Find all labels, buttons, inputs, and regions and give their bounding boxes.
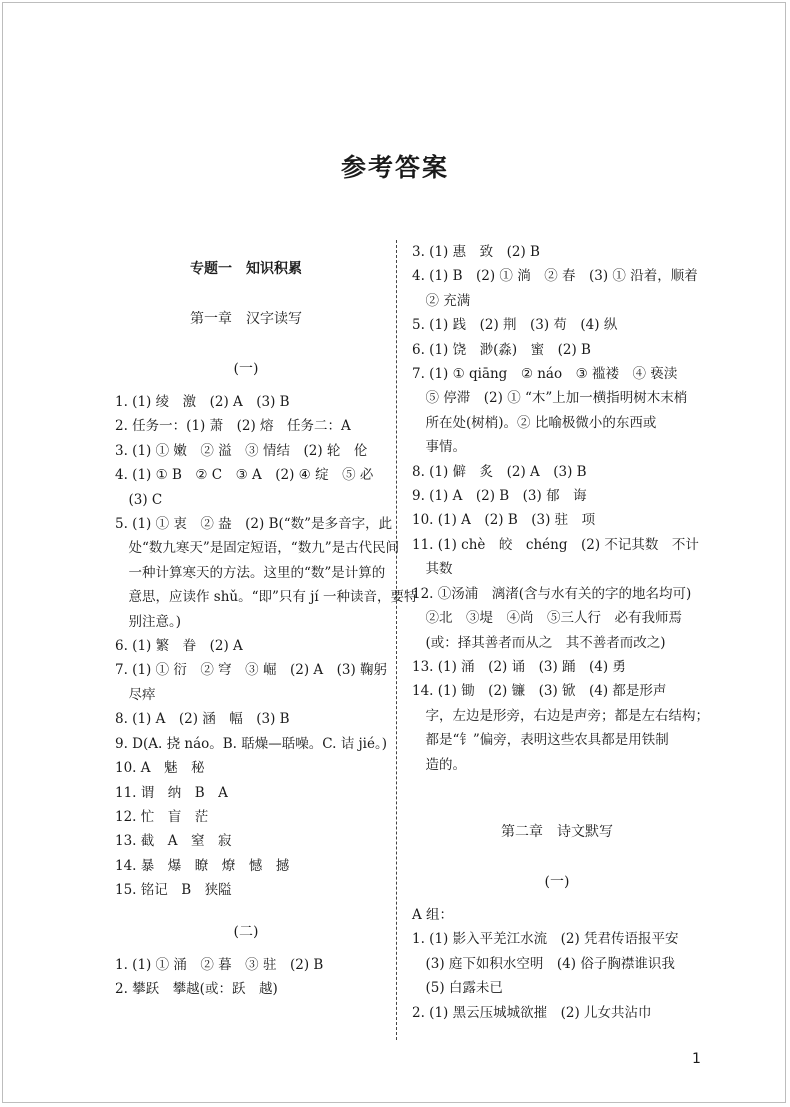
answer-list: [115, 953, 377, 1002]
answer-list: [412, 240, 709, 777]
section-heading: (一): [544, 873, 570, 890]
answer-line: 意思，应读作 shǔ。“即”只有 jí 一种读音，要特: [115, 589, 418, 606]
page-title: 参考答案: [340, 153, 449, 182]
topic-heading: 专题一 知识积累: [190, 261, 302, 277]
answer-line: 12. ①汤浦 漓渚(含与水有关的字的地名均可): [412, 585, 692, 602]
answer-line: 8. (1) 僻 炙 (2) A (3) B: [412, 463, 587, 480]
answer-line: 5. (1) ① 衷 ② 盎 (2) B(“数”是多音字，此: [115, 516, 393, 533]
answer-line: ⑤ 停滞 (2) ① “木”上加一横指明树木末梢: [412, 390, 688, 407]
answer-line: 所在处(树梢)。② 比喻极微小的东西或: [412, 414, 657, 431]
answer-line: 1. (1) ① 涌 ② 暮 ③ 驻 (2) B: [115, 956, 324, 973]
answer-line: 1. (1) 影入平羌江水流 (2) 凭君传语报平安: [412, 931, 679, 948]
answer-line: 10. (1) A (2) B (3) 驻 项: [412, 512, 596, 529]
answer-line: 8. (1) A (2) 涵 幅 (3) B: [115, 711, 290, 728]
answer-line: 11. 谓 纳 B A: [115, 784, 228, 801]
answer-line: (5) 白露未已: [412, 980, 503, 997]
answer-line: 一种计算寒天的方法。这里的“数”是计算的: [115, 564, 386, 581]
answer-line: 14. (1) 锄 (2) 镰 (3) 锨 (4) 都是形声: [412, 683, 667, 700]
answer-line: 10. A 魅 秘: [115, 760, 205, 777]
answer-line: 13. 截 A 窒 寂: [115, 833, 232, 850]
answer-line: 2. 攀跃 攀越(或：跃 越): [115, 980, 278, 997]
answer-line: 处“数九寒天”是固定短语，“数九”是古代民间: [115, 540, 400, 557]
answer-line: 事情。: [412, 439, 466, 456]
answer-line: 尽瘁: [115, 686, 156, 703]
answer-line: 2. 任务一：(1) 萧 (2) 熔 任务二：A: [115, 418, 351, 435]
answer-line: (或：择其善者而从之 其不善者而改之): [412, 634, 666, 651]
answer-line: 6. (1) 饶 渺(淼) 蜜 (2) B: [412, 341, 591, 358]
answer-line: 6. (1) 繁 眷 (2) A: [115, 638, 243, 655]
answer-line: 1. (1) 绫 激 (2) A (3) B: [115, 394, 290, 410]
answer-line: 12. 忙 盲 茫: [115, 808, 209, 825]
answer-line: (3) 庭下如积水空明 (4) 俗子胸襟谁识我: [412, 955, 675, 972]
answer-line: ②北 ③堤 ④尚 ⑤三人行 必有我师焉: [412, 610, 682, 627]
right-column: [412, 240, 709, 1025]
chapter-heading: 第一章 汉字读写: [190, 311, 302, 327]
answer-line: 2. (1) 黑云压城城欲摧 (2) 儿女共沾巾: [412, 1004, 652, 1021]
answer-line: 7. (1) ① qiāng ② náo ③ 褴褛 ④ 亵渎: [412, 366, 678, 383]
answer-list: [115, 390, 418, 903]
page-number: 1: [692, 1051, 701, 1067]
answer-line: 11. (1) chè 皎 chéng (2) 不记其数 不计: [412, 536, 699, 553]
answer-line: 4. (1) ① B ② C ③ A (2) ④ 绽 ⑤ 必: [115, 467, 374, 484]
answer-line: (3) C: [115, 491, 163, 508]
left-column: [115, 258, 418, 1001]
answer-line: 9. D(A. 挠 náo。B. 聒燥—聒噪。C. 诘 jié。): [115, 735, 387, 752]
answer-line: 3. (1) 惠 致 (2) B: [412, 244, 540, 260]
answer-line: 5. (1) 践 (2) 荆 (3) 苟 (4) 纵: [412, 317, 618, 334]
answer-line: 3. (1) ① 嫩 ② 溢 ③ 情结 (2) 轮 伦: [115, 442, 368, 459]
answer-line: 7. (1) ① 衍 ② 穹 ③ 崛 (2) A (3) 鞠躬: [115, 662, 388, 679]
group-label: A 组：: [412, 906, 454, 923]
column-divider: [396, 240, 397, 1040]
answer-line: 15. 铭记 B 狭隘: [115, 882, 232, 899]
answer-line: 字，左边是形旁，右边是声旁；都是左右结构；: [412, 707, 709, 724]
answer-line: 9. (1) A (2) B (3) 郁 诲: [412, 488, 587, 505]
answer-line: 别注意。): [115, 613, 182, 630]
chapter-heading: 第二章 诗文默写: [501, 823, 613, 840]
answer-line: ② 充满: [412, 292, 471, 309]
answer-line: 造的。: [412, 756, 466, 773]
section-heading: (二): [233, 923, 259, 940]
answer-list: [412, 927, 702, 1025]
section-heading: (一): [233, 361, 259, 377]
answer-line: 其数: [412, 561, 453, 578]
answer-line: 4. (1) B (2) ① 淌 ② 春 (3) ① 沿着，顺着: [412, 268, 698, 285]
answer-line: 14. 暴 爆 瞭 燎 憾 撼: [115, 857, 290, 874]
answer-line: 13. (1) 涌 (2) 诵 (3) 踊 (4) 勇: [412, 658, 626, 675]
answer-line: 都是“钅”偏旁，表明这些农具都是用铁制: [412, 732, 669, 749]
